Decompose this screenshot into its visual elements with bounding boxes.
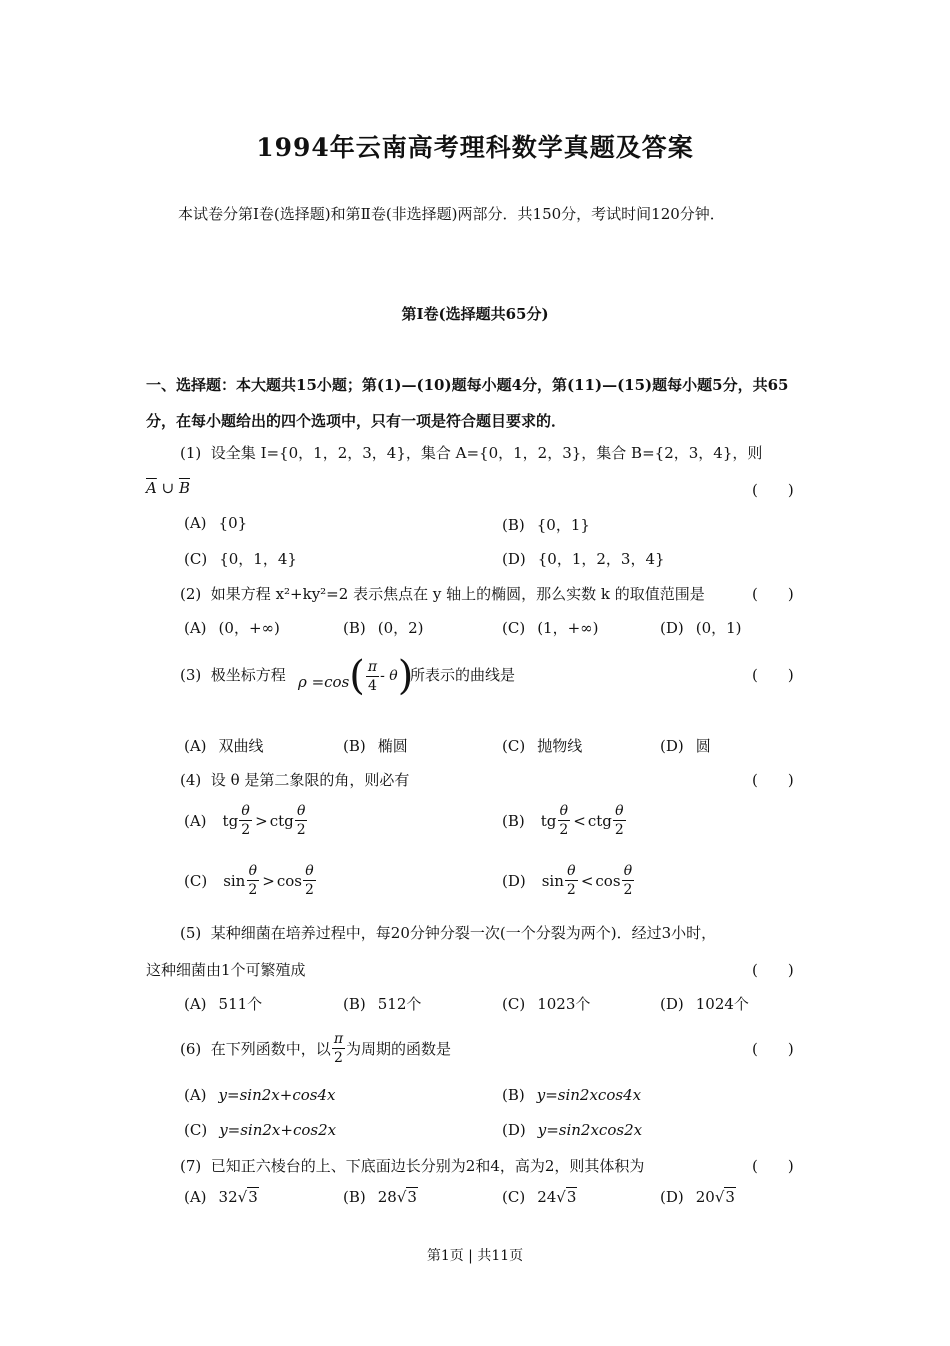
question-text-before: 极坐标方程: [210, 666, 286, 684]
question-number: (3): [180, 666, 202, 684]
sqrt-icon: √3: [237, 1188, 258, 1206]
question-5: [180, 922, 716, 943]
answer-paren: ( ): [752, 771, 794, 789]
complement-a: $\overline{A}$: [146, 479, 157, 497]
question-1: [180, 442, 762, 463]
option-b: (B) (0，2): [343, 619, 424, 637]
sqrt-icon: √3: [396, 1188, 417, 1206]
right-paren: ): [397, 653, 414, 699]
option-c: (C) 24√3: [502, 1188, 577, 1206]
answer-paren: ( ): [752, 961, 794, 979]
option-c: (C) 抛物线: [502, 737, 583, 755]
option-a: (A) 32√3: [184, 1188, 258, 1206]
complement-b: $\overline{B}$: [178, 479, 190, 497]
pi-over-2: $\frac{\pi}{2}$: [333, 1031, 344, 1066]
option-c: (C) {0，1，4}: [184, 550, 297, 568]
option-b: (B) {0，1}: [502, 516, 590, 534]
question-number: (2): [180, 585, 202, 603]
intro-paragraph: 本试卷分第Ⅰ卷(选择题)和第Ⅱ卷(非选择题)两部分．共150分，考试时间120分钟．: [178, 205, 725, 223]
option-d: (D) 1024个: [660, 995, 749, 1013]
instructions: 一、选择题：本大题共15小题；第(1)—(10)题每小题4分，第(11)—(15)题每小题5分，共65分，在每小题给出的四个选项中，只有一项是符合题目要求的．: [146, 376, 789, 430]
option-d: (D) sin $\frac{\theta}{2}$ < cos $\frac{\theta}{2}$: [502, 863, 633, 898]
union-symbol: ∪: [156, 479, 179, 497]
question-text: 设 θ 是第二象限的角，则必有: [210, 771, 410, 789]
option-d: (D) 20√3: [660, 1188, 735, 1206]
question-number: (5): [180, 924, 202, 942]
option-a: (A) y=sin2x+cos4x: [184, 1086, 336, 1104]
option-a: (A) 双曲线: [184, 737, 264, 755]
page-footer: 第1页 | 共11页: [426, 1248, 524, 1264]
option-c: (C) y=sin2x+cos2x: [184, 1121, 337, 1139]
question-number: (1): [180, 444, 202, 462]
answer-paren: ( ): [752, 1157, 794, 1175]
page-title: 1994年云南高考理科数学真题及答案: [256, 133, 694, 162]
question-number: (7): [180, 1157, 202, 1175]
answer-paren: ( ): [752, 585, 794, 603]
option-b: (B) tg $\frac{\theta}{2}$ < ctg $\frac{\theta}{2}$: [502, 803, 624, 838]
option-a: (A) {0}: [184, 514, 248, 532]
answer-paren: ( ): [752, 481, 794, 499]
question-2: [180, 583, 705, 604]
option-b: (B) 28√3: [343, 1188, 417, 1206]
option-b: (B) 椭圆: [343, 737, 408, 755]
option-c: (C) sin $\frac{\theta}{2}$ > cos $\frac{\theta}{2}$: [184, 863, 314, 898]
question-number: (4): [180, 771, 202, 789]
option-c: (C) (1，+∞): [502, 619, 599, 637]
pi-over-4: $\frac{\pi}{4}$: [367, 658, 378, 694]
question-text-after: 为周期的函数是: [346, 1040, 452, 1058]
option-a: (A) (0，+∞): [184, 619, 280, 637]
question-text: 设全集 I={0，1，2，3，4}，集合 A={0，1，2，3}，集合 B={2，3，4}，则: [210, 444, 763, 462]
option-a: (A) tg $\frac{\theta}{2}$ > ctg $\frac{\theta}{2}$: [184, 803, 306, 838]
formula-rest: - θ: [380, 668, 398, 684]
question-text: 如果方程 x²+ky²=2 表示焦点在 y 轴上的椭圆，那么实数 k 的取值范围是: [210, 585, 705, 603]
option-d: (D) (0，1): [660, 619, 742, 637]
question-1-expression: [146, 479, 190, 497]
option-d: (D) 圆: [660, 737, 711, 755]
question-number: (6): [180, 1039, 202, 1058]
question-text: 某种细菌在培养过程中，每20分钟分裂一次(一个分裂为两个)．经过3小时，: [210, 924, 717, 942]
question-4: [180, 769, 409, 790]
sqrt-icon: √3: [714, 1188, 735, 1206]
left-paren: (: [349, 653, 365, 699]
polar-formula: [298, 653, 414, 699]
option-d: (D) {0，1，2，3，4}: [502, 550, 665, 568]
section-title: 第Ⅰ卷(选择题共65分): [401, 305, 549, 323]
option-d: (D) y=sin2xcos2x: [502, 1121, 643, 1139]
question-text-after: 所表示的曲线是: [410, 666, 516, 684]
question-text-before: 在下列函数中，以: [210, 1040, 331, 1058]
sqrt-icon: √3: [556, 1188, 577, 1206]
question-text: 已知正六棱台的上、下底面边长分别为2和4，高为2，则其体积为: [210, 1157, 645, 1175]
answer-paren: ( ): [752, 1040, 794, 1058]
option-a: (A) 511个: [184, 995, 263, 1013]
formula-lhs: ρ =cos: [298, 673, 350, 691]
option-c: (C) 1023个: [502, 995, 591, 1013]
option-b: (B) 512个: [343, 995, 422, 1013]
option-b: (B) y=sin2xcos4x: [502, 1086, 642, 1104]
answer-paren: ( ): [752, 666, 794, 684]
question-3: [180, 664, 286, 685]
question-5-line-2: 这种细菌由1个可繁殖成: [146, 961, 306, 979]
question-7: [180, 1155, 644, 1176]
question-6: [180, 1030, 451, 1067]
